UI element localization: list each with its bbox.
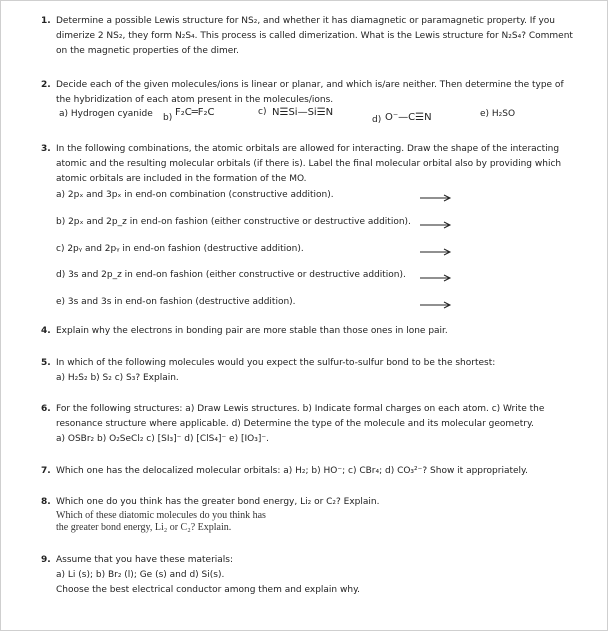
question-text-line: on the magnetic properties of the dimer.: [56, 46, 239, 56]
question-text-line: In which of the following molecules would you expect the sulfur-to-sulfur bond to be the shortest:: [56, 358, 496, 368]
question-text-line: Determine a possible Lewis structure for NS₂, and whether it has diamagnetic or paramagnetic property. If you: [56, 16, 556, 26]
question-text-line: atomic orbitals are included in the formation of the MO.: [56, 174, 307, 184]
question-text-line: a) Li (s); b) Br₂ (l); Ge (s) and d) Si(s).: [56, 570, 225, 580]
question-text-line: the hybridization of each atom present in the molecules/ions.: [56, 95, 334, 105]
item-b-label: b): [163, 113, 173, 123]
question-text-line: a) H₂S₂ b) S₂ c) S₃? Explain.: [56, 373, 179, 383]
question-text-line: Choose the best electrical conductor among them and explain why.: [56, 585, 360, 595]
item-d-label: d): [372, 115, 382, 125]
item-e: e) H₂SO: [480, 109, 516, 119]
item-c-formula: N☰Si—Si☰N: [272, 107, 334, 118]
question-text-line: a) OSBr₂ b) O₂SeCl₂ c) [SI₃]⁻ d) [ClS₄]⁻ e) [IO₃]⁻.: [56, 434, 269, 444]
question-number: 3.: [41, 144, 51, 154]
item-e: e) 3s and 3s in end-on fashion (destructive addition).: [56, 297, 296, 307]
arrow-icon: [420, 301, 452, 309]
question-number: 8.: [41, 497, 51, 507]
question-text-line: Which one do you think has the greater bond energy, Li₂ or C₂? Explain.: [56, 497, 380, 507]
question-number: 1.: [41, 16, 51, 26]
item-a: a) Hydrogen cyanide: [59, 109, 153, 119]
question-number: 7.: [41, 466, 51, 476]
question-number: 2.: [41, 80, 51, 90]
question-number: 6.: [41, 404, 51, 414]
item-d-formula: O⁻—C☰N: [385, 112, 432, 123]
question-text-line: For the following structures: a) Draw Lewis structures. b) Indicate formal charges on each atom. c) Write the: [56, 404, 545, 414]
question-number: 4.: [41, 326, 51, 336]
question-text-line: resonance structure where applicable. d) Determine the type of the molecule and its molecular geometry.: [56, 419, 534, 429]
item-b: b) 2pₓ and 2p_z in end-on fashion (either constructive or destructive addition).: [56, 217, 411, 227]
question-serif-line: Which of these diatomic molecules do you think has: [56, 510, 266, 521]
arrow-icon: [420, 194, 452, 202]
question-text-line: atomic and the resulting molecular orbitals (if there is). Label the final molecular orbital also by providing which: [56, 159, 562, 169]
arrow-icon: [420, 221, 452, 229]
question-text-line: Which one has the delocalized molecular orbitals: a) H₂; b) HO⁻; c) CBr₄; d) CO₃²⁻? Show it appropriately.: [56, 466, 528, 476]
question-text-line: Explain why the electrons in bonding pair are more stable than those ones in lone pair.: [56, 326, 448, 336]
item-b-formula: F₂C═F₂C: [175, 107, 215, 118]
item-a: a) 2pₓ and 3pₓ in end-on combination (constructive addition).: [56, 190, 334, 200]
question-serif-line: the greater bond energy, Li₂ or C₂? Explain.: [56, 522, 232, 533]
question-text-line: dimerize 2 NS₂, they form N₂S₄. This process is called dimerization. What is the Lewis structure for N₂S₄? Comment: [56, 31, 573, 41]
question-text-line: In the following combinations, the atomic orbitals are allowed for interacting. Draw the shape of the interacting: [56, 144, 560, 154]
arrow-icon: [420, 248, 452, 256]
item-d: d) 3s and 2p_z in end-on fashion (either constructive or destructive addition).: [56, 270, 406, 280]
question-text-line: Decide each of the given molecules/ions is linear or planar, and which is/are neither. Then determine the type of: [56, 80, 564, 90]
arrow-icon: [420, 274, 452, 282]
item-c: c) 2pᵧ and 2pᵧ in end-on fashion (destructive addition).: [56, 244, 304, 254]
question-number: 5.: [41, 358, 51, 368]
item-c-label: c): [258, 107, 267, 117]
question-text-line: Assume that you have these materials:: [56, 555, 234, 565]
question-number: 9.: [41, 555, 51, 565]
